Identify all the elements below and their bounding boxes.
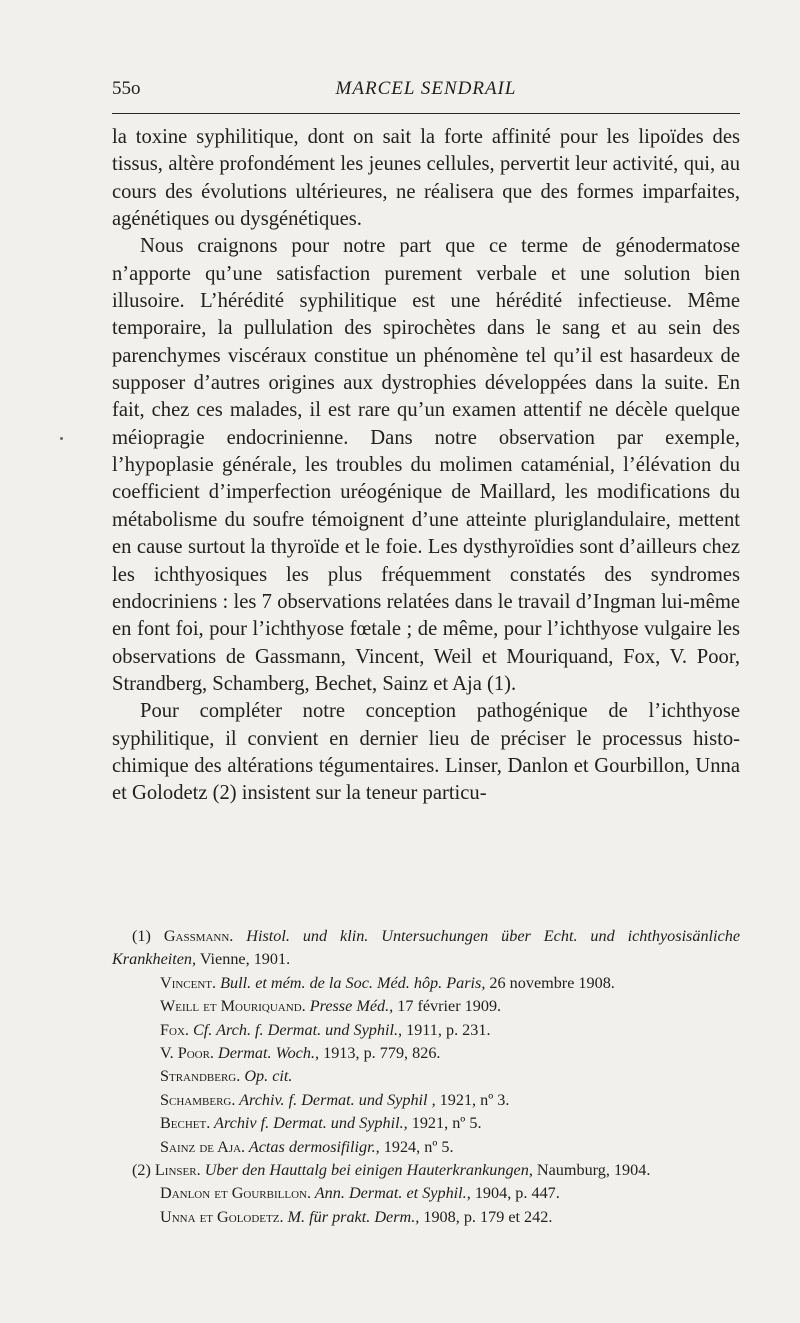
footnote-details: 1924, nº 5. (379, 1137, 454, 1156)
footnote-details: Vienne, 1901. (196, 950, 291, 969)
footnote-author: Sainz de Aja. (160, 1137, 246, 1156)
footnote-title: Dermat. Woch., (213, 1044, 320, 1063)
paragraph-1: la toxine syphilitique, dont on sait la forte affinité pour les lipoïdes des tissus, altère profondément les jeunes cellules, pervertit leur activité, qui, au cours des évolutions ultérieures, ne réalisera que des formes imparfaites, agénétiques ou dysgénétiques. (112, 126, 740, 231)
footnote-author: Vincent. (160, 973, 217, 992)
footnote-title: Actas dermosifiligr., (245, 1137, 380, 1156)
footnote-author: Unna et Golodetz. (160, 1207, 284, 1226)
footnote-details: 17 février 1909. (393, 997, 502, 1016)
footnote-title: Uber den Hauttalg bei einigen Hauterkrankungen, (200, 1161, 533, 1180)
page-header (112, 74, 740, 114)
footnote-number: (2) (132, 1161, 155, 1180)
footnote-title: Archiv. f. Dermat. und Syphil , (235, 1090, 436, 1109)
footnotes (112, 925, 740, 1229)
paragraph-2: Nous craignons pour notre part que ce terme de génodermatose n’apporte qu’une satisfaction purement verbale et une solution bien illusoire. L’hérédité syphilitique est une hérédité infectieuse. Même temporaire, la pullulation des spirochètes dans le sang et au sein des parenchymes viscéraux constitue un phénomène tel qu’il est hasardeux de supposer d’autres origines aux dystrophies développées dans la suite. En fait, chez ces malades, il est rare qu’un examen attentif ne décèle quelque méiopragie endocrinienne. Dans notre observation par exemple, l’hypoplasie générale, les troubles du molimen cataménial, l’élévation du coefficient d’imperfection uréogénique de Maillard, les modifications du métabolisme du soufre témoignent d’une atteinte pluriglandulaire, mettent en cause surtout la thyroïde et le foie. Les dysthyroïdies sont d’ailleurs chez les ichthyosiques les plus fréquemment constatés des syndromes endocriniens : les 7 observations relatées dans le travail d’Ingman lui-même en font foi, pour l’ichthyose fœtale ; de même, pour l’ichthyose vulgaire les observations de Gassmann, Vincent, Weil et Mouriquand, Fox, V. Poor, Strandberg, Schamberg, Bechet, Sainz et Aja (1). (112, 235, 740, 695)
footnote-title: Histol. und klin. Untersuchungen über Echt. und ichthyosisänliche Krankheiten, (112, 927, 741, 969)
footnote-title: Cf. Arch. f. Dermat. und Syphil., (188, 1020, 403, 1039)
footnote-title: Bull. et mém. de la Soc. Méd. hôp. Paris, (216, 973, 486, 992)
footnote-details: 26 novembre 1908. (485, 973, 615, 992)
footnote-bechet (112, 1112, 740, 1135)
footnote-author: Schamberg. (160, 1090, 236, 1109)
footnote-gassmann (112, 925, 740, 972)
footnote-details: 1904, p. 447. (470, 1184, 560, 1203)
running-title: MARCEL SENDRAIL (335, 78, 517, 99)
footnote-details: 1921, nº 5. (407, 1114, 482, 1133)
footnote-author: Gassmann. (163, 927, 234, 945)
print-speck (60, 437, 63, 440)
footnote-fox (112, 1019, 740, 1042)
footnote-danlon (112, 1182, 740, 1205)
footnote-title: Ann. Dermat. et Syphil., (311, 1184, 471, 1203)
footnote-title: Archiv f. Dermat. und Syphil., (210, 1114, 408, 1133)
footnote-details: 1913, p. 779, 826. (319, 1044, 441, 1063)
footnote-author: Bechet. (160, 1114, 211, 1133)
footnote-details: 1908, p. 179 et 242. (419, 1207, 553, 1226)
footnote-details: 1911, p. 231. (402, 1020, 491, 1039)
footnote-author: Linser. (154, 1161, 201, 1180)
footnote-sainz (112, 1136, 740, 1159)
body-text (112, 124, 740, 808)
footnote-author: Strandberg. (160, 1067, 241, 1086)
footnote-schamberg (112, 1089, 740, 1112)
footnote-strandberg (112, 1065, 740, 1088)
footnote-unna (112, 1206, 740, 1229)
footnote-linser (112, 1159, 740, 1182)
footnote-poor (112, 1042, 740, 1065)
footnote-title: M. für prakt. Derm., (283, 1207, 420, 1226)
footnote-details: 1921, nº 3. (435, 1090, 510, 1109)
footnote-weill (112, 995, 740, 1018)
footnote-details: Naumburg, 1904. (532, 1161, 651, 1180)
footnote-number: (1) (132, 927, 164, 945)
footnote-author: Danlon et Gourbillon. (160, 1184, 312, 1203)
paragraph-3: Pour compléter notre conception pathogénique de l’ichthyose syphilitique, il convient en dernier lieu de préciser le processus histo-chimique des altérations tégumentaires. Linser, Danlon et Gourbillon, Unna et Golodetz (2) insistent sur la teneur particu- (112, 700, 740, 805)
footnote-title: Op. cit. (240, 1067, 293, 1086)
footnote-author: Weill et Mouriquand. (160, 997, 306, 1016)
page-number: 55o (112, 78, 141, 99)
footnote-vincent (112, 972, 740, 995)
footnote-author: V. Poor. (160, 1044, 214, 1063)
footnote-title: Presse Méd., (305, 997, 394, 1016)
footnote-author: Fox. (160, 1020, 189, 1039)
header-rule (112, 113, 740, 114)
